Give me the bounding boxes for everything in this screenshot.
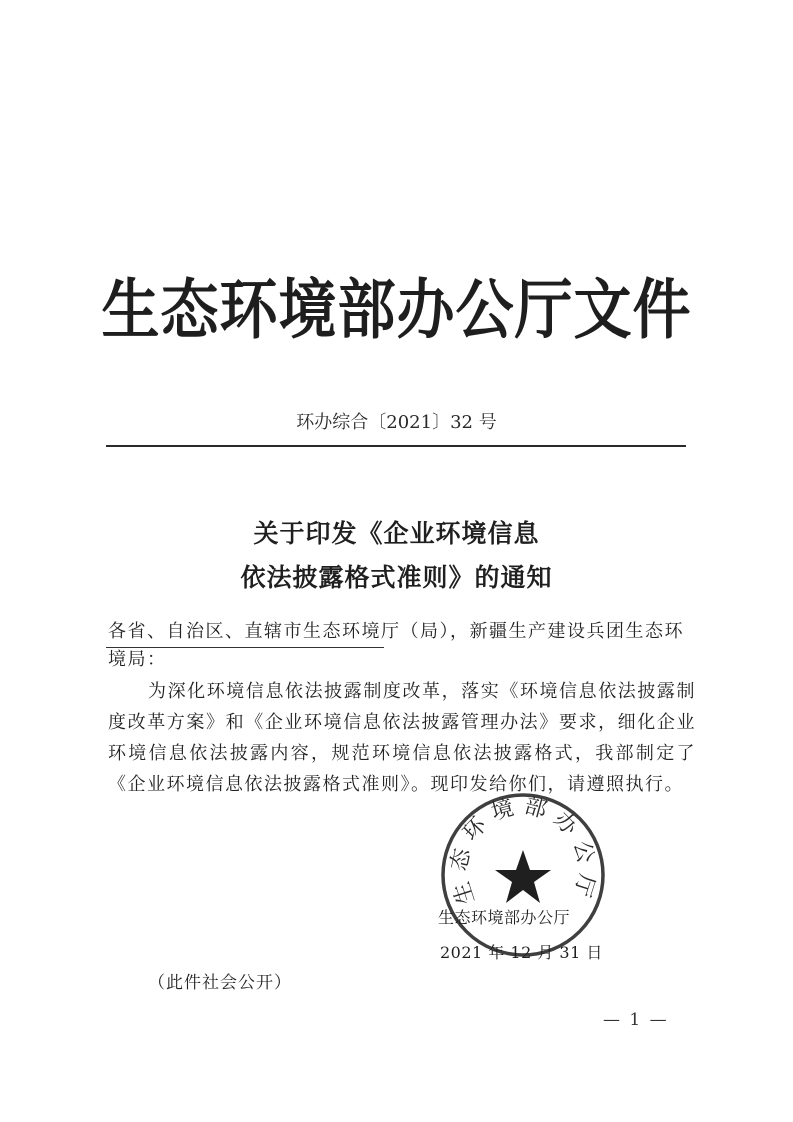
disclosure-note: （此件社会公开） [148, 973, 292, 993]
notice-title-line-1: 关于印发《企业环境信息 [253, 519, 540, 548]
signer-name: 生态环境部办公厅 [438, 908, 571, 927]
header-divider [106, 445, 686, 447]
issuer-header-title: 生态环境部办公厅文件 [101, 271, 692, 348]
notice-title-line-2: 依法披露格式准则》的通知 [240, 563, 553, 592]
addressee: 各省、自治区、直辖市生态环境厅（局），新疆生产建设兵团生态环境局： [108, 621, 684, 670]
document-number: 环办综合〔2021〕32 号 [296, 412, 497, 433]
star-icon [495, 850, 551, 903]
official-seal [438, 790, 608, 960]
body-paragraph: 为深化环境信息依法披露制度改革，落实《环境信息依法披露制度改革方案》和《企业环境信息依法披露管理办法》要求，细化企业环境信息依法披露内容，规范环境信息依法披露格式，我部制定了《企业环境信息依法披露格式准则》。现印发给你们，请遵照执行。 [108, 681, 696, 795]
addressee-underline [106, 647, 384, 648]
svg-text:生态环境部办公厅: 生态环境部办公厅 [446, 793, 600, 908]
page-number: — 1 — [603, 1010, 669, 1030]
signature-date: 2021 年 12 月 31 日 [440, 943, 603, 962]
